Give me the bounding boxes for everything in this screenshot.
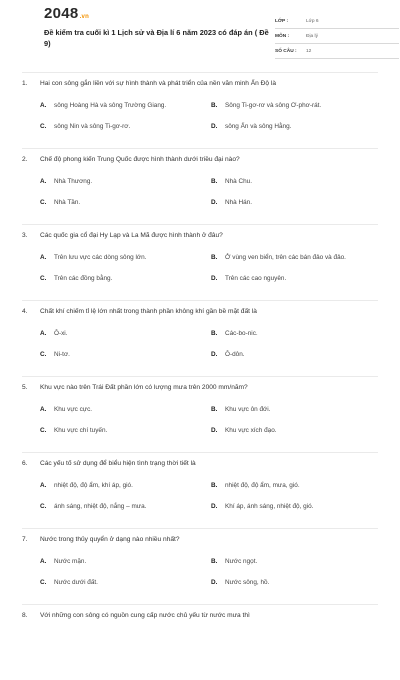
answer-option[interactable] [211, 558, 381, 565]
question-item [0, 224, 400, 300]
answer-option[interactable] [211, 427, 381, 434]
option-text: Ô-dôn. [225, 351, 245, 358]
answer-option[interactable] [211, 199, 381, 206]
meta-label: MÔN : [275, 33, 290, 39]
question-divider [22, 148, 378, 149]
option-text: Sông Ti-gơ-rơ và sông Ơ-phơ-rát. [225, 102, 322, 109]
option-letter: A. [40, 178, 47, 185]
option-text: ánh sáng, nhiệt độ, nắng – mưa. [54, 503, 147, 510]
option-letter: A. [40, 482, 47, 489]
option-text: Khu vực chí tuyến. [54, 427, 108, 434]
option-letter: A. [40, 102, 47, 109]
option-text: Ni-tơ. [54, 351, 70, 358]
answer-option[interactable] [40, 330, 210, 337]
question-number: 5. [22, 384, 28, 391]
option-text: Ô-xi. [54, 330, 68, 337]
question-item [0, 376, 400, 452]
answer-option[interactable] [40, 275, 210, 282]
option-text: Nhà Thương. [54, 178, 93, 185]
option-text: Nước sông, hồ. [225, 579, 270, 586]
option-text: Ở vùng ven biển, trên các bán đảo và đảo. [225, 254, 346, 261]
question-number: 3. [22, 232, 28, 239]
option-text: Khu vực xích đạo. [225, 427, 277, 434]
question-text: Với những con sông có nguồn cung cấp nước chủ yếu từ nước mưa thì [40, 612, 250, 619]
option-letter: B. [211, 558, 218, 565]
question-divider [22, 452, 378, 453]
option-letter: A. [40, 254, 47, 261]
option-letter: B. [211, 254, 218, 261]
meta-label: SỐ CÂU : [275, 48, 297, 54]
option-letter: C. [40, 351, 47, 358]
option-letter: B. [211, 330, 218, 337]
meta-row-count [275, 44, 399, 59]
site-logo[interactable] [44, 5, 89, 22]
question-number: 7. [22, 536, 28, 543]
meta-value: 12 [306, 48, 312, 54]
option-text: Trên các cao nguyên. [225, 275, 287, 282]
question-text: Nước trong thủy quyển ở dạng nào nhiều nhất? [40, 536, 180, 543]
answer-option[interactable] [211, 275, 381, 282]
logo-suffix: .vn [79, 14, 90, 20]
question-item [0, 72, 400, 148]
option-letter: C. [40, 275, 47, 282]
option-letter: D. [211, 351, 218, 358]
question-text: Khu vực nào trên Trái Đất phần lớn có lượng mưa trên 2000 mm/năm? [40, 384, 248, 391]
question-divider [22, 224, 378, 225]
question-text: Hai con sông gắn liền với sự hình thành và phát triển của nền văn minh Ấn Độ là [40, 80, 277, 87]
option-letter: B. [211, 406, 218, 413]
option-letter: D. [211, 199, 218, 206]
meta-row-subject [275, 29, 399, 44]
option-letter: B. [211, 482, 218, 489]
question-divider [22, 72, 378, 73]
option-text: sông Hoàng Hà và sông Trường Giang. [54, 102, 167, 109]
option-text: Khu vực cực. [54, 406, 93, 413]
option-text: Trên các đồng bằng. [54, 275, 113, 282]
option-letter: D. [211, 275, 218, 282]
answer-option[interactable] [211, 330, 381, 337]
answer-option[interactable] [211, 579, 381, 586]
answer-option[interactable] [211, 351, 381, 358]
question-divider [22, 376, 378, 377]
question-number: 1. [22, 80, 28, 87]
question-text: Chất khí chiếm tỉ lệ lớn nhất trong thành phần không khí gần bề mặt đất là [40, 308, 257, 315]
question-divider [22, 528, 378, 529]
option-letter: C. [40, 427, 47, 434]
option-text: Nước dưới đất. [54, 579, 98, 586]
question-item [0, 300, 400, 376]
answer-option[interactable] [40, 123, 210, 130]
question-text: Các quốc gia cổ đại Hy Lạp và La Mã được hình thành ở đâu? [40, 232, 223, 239]
answer-option[interactable] [211, 178, 381, 185]
option-letter: C. [40, 579, 47, 586]
question-item [0, 604, 400, 680]
question-number: 4. [22, 308, 28, 315]
exam-meta [275, 14, 399, 59]
answer-option[interactable] [40, 558, 210, 565]
question-divider [22, 300, 378, 301]
answer-option[interactable] [211, 503, 381, 510]
answer-option[interactable] [40, 427, 210, 434]
option-text: Nhà Hán. [225, 199, 252, 206]
option-text: Trên lưu vực các dòng sông lớn. [54, 254, 147, 261]
option-letter: D. [211, 579, 218, 586]
option-text: Khu vực ôn đới. [225, 406, 271, 413]
option-letter: D. [211, 123, 218, 130]
answer-option[interactable] [40, 579, 210, 586]
question-number: 6. [22, 460, 28, 467]
meta-row-grade [275, 14, 399, 29]
answer-option[interactable] [40, 178, 210, 185]
option-text: nhiệt độ, độ ẩm, khí áp, gió. [54, 482, 133, 489]
option-letter: C. [40, 123, 47, 130]
option-letter: D. [211, 503, 218, 510]
answer-option[interactable] [40, 102, 210, 109]
answer-option[interactable] [40, 199, 210, 206]
question-text: Chế độ phong kiến Trung Quốc được hình thành dưới triều đại nào? [40, 156, 240, 163]
option-text: Nước mặn. [54, 558, 87, 565]
answer-option[interactable] [211, 482, 381, 489]
option-letter: C. [40, 199, 47, 206]
option-text: Nhà Tần. [54, 199, 81, 206]
answer-option[interactable] [40, 406, 210, 413]
answer-option[interactable] [211, 102, 381, 109]
option-text: Các-bo-nic. [225, 330, 258, 337]
question-number: 8. [22, 612, 28, 619]
question-number: 2. [22, 156, 28, 163]
answer-option[interactable] [40, 482, 210, 489]
question-item [0, 452, 400, 528]
option-letter: A. [40, 330, 47, 337]
meta-value: Lớp 6 [306, 18, 319, 24]
exam-title: Đề kiểm tra cuối kì 1 Lịch sử và Địa lí 6 năm 2023 có đáp án ( Đề 9) [44, 28, 269, 48]
answer-option[interactable] [211, 123, 381, 130]
question-item [0, 528, 400, 604]
option-text: sông Nin và sông Ti-gơ-rơ. [54, 123, 131, 130]
answer-option[interactable] [40, 351, 210, 358]
question-text: Các yếu tố sử dụng để biểu hiện tình trạng thời tiết là [40, 460, 196, 467]
option-letter: B. [211, 178, 218, 185]
answer-option[interactable] [211, 406, 381, 413]
option-text: Nước ngọt. [225, 558, 258, 565]
meta-label: LỚP : [275, 18, 289, 24]
meta-value: Địa lý [306, 33, 318, 39]
option-text: Khí áp, ánh sáng, nhiệt độ, gió. [225, 503, 314, 510]
option-letter: C. [40, 503, 47, 510]
logo-main: 2048 [44, 5, 79, 22]
option-letter: A. [40, 406, 47, 413]
option-text: nhiệt độ, độ ẩm, mưa, gió. [225, 482, 300, 489]
answer-option[interactable] [40, 254, 210, 261]
answer-option[interactable] [40, 503, 210, 510]
answer-option[interactable] [211, 254, 381, 261]
page-header [22, 0, 378, 58]
option-letter: D. [211, 427, 218, 434]
option-letter: A. [40, 558, 47, 565]
option-text: sông Ấn và sông Hằng. [225, 123, 292, 130]
question-divider [22, 604, 378, 605]
option-text: Nhà Chu. [225, 178, 252, 185]
question-item [0, 148, 400, 224]
option-letter: B. [211, 102, 218, 109]
